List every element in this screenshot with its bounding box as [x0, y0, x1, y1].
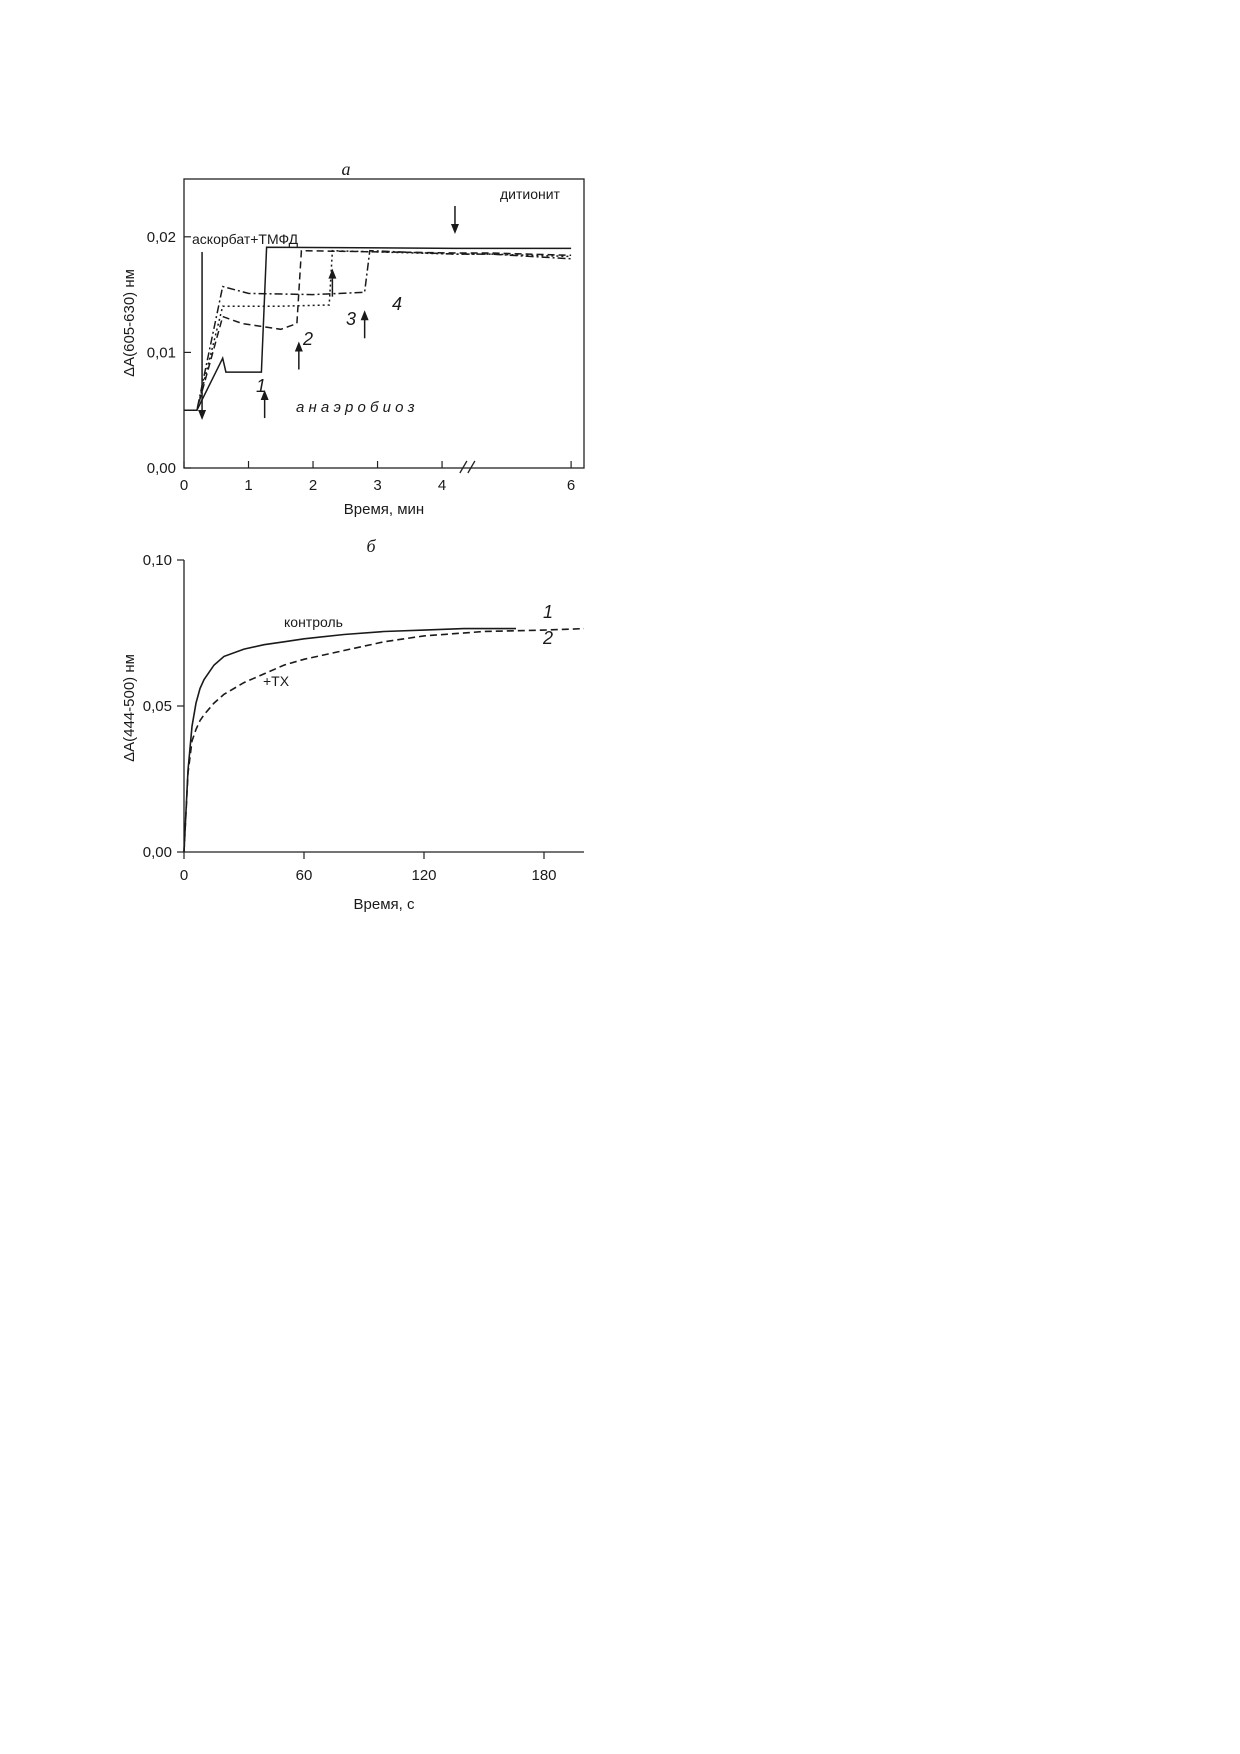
panel-a-xtick-label: 2	[308, 477, 318, 494]
anaerobiosis-label: а н а э р о б и о з	[296, 399, 415, 416]
panel-a-axis-break	[468, 461, 475, 473]
panel-a-series-4	[184, 251, 571, 411]
panel-a-ylabel: ΔA(605-630) нм	[121, 269, 138, 377]
panel-a-series-1	[184, 247, 571, 410]
b-series-label-1: 1	[543, 602, 554, 622]
panel-a-series-2	[184, 251, 571, 411]
panel-b-xtick-label: 60	[295, 867, 313, 884]
panel-a-xtick-label: 1	[244, 477, 253, 494]
panel-a-ytick-label: 0,00	[146, 460, 176, 477]
panel-a-ticks	[147, 229, 575, 494]
series-label-1: 1	[256, 376, 267, 396]
panel-b-ylabel: ΔA(444-500) нм	[121, 654, 138, 762]
panel-a-annotations	[192, 186, 561, 420]
panel-b-ytick-label: 0,10	[142, 552, 172, 569]
panel-b-annotations	[263, 602, 553, 689]
panel-a-anaerobiosis-arrow-head	[295, 342, 303, 352]
ascorbate-label: аскорбат+ТМФД	[192, 231, 299, 247]
series-label-2: 2	[303, 329, 314, 349]
panel-a	[121, 159, 584, 518]
panel-a-series-3	[184, 251, 571, 411]
ascorbate-arrow-head	[198, 410, 206, 420]
panel-a-xtick-label: 4	[437, 477, 447, 494]
dithionite-label: дитионит	[500, 186, 560, 202]
panel-a-ytick-label: 0,01	[146, 344, 176, 362]
panel-a-anaerobiosis-arrow-head	[328, 269, 336, 279]
panel-b-series	[184, 629, 584, 852]
panel-b-ytick-label: 0,00	[142, 844, 172, 861]
series-label-4: 4	[392, 294, 403, 314]
series-label-3: 3	[346, 309, 357, 329]
panel-b-frame	[184, 560, 584, 852]
panel-a-ytick-label: 0,02	[146, 228, 176, 246]
panel-a-xtick-label: 6	[566, 477, 576, 494]
panel-a-xtick-label: 3	[373, 477, 382, 494]
panel-a-xlabel: Время, мин	[343, 501, 425, 518]
panel-b-series-2	[184, 629, 584, 852]
panel-b-xtick-label: 0	[179, 867, 189, 884]
b-series-label-2: 2	[543, 628, 554, 648]
panel-a-axis-break	[460, 461, 467, 473]
panel-a-anaerobiosis-arrow-head	[361, 310, 369, 320]
panel-a-letter: а	[341, 159, 351, 179]
panel-b-xlabel: Время, с	[353, 896, 415, 913]
panel-b-xtick-label: 120	[411, 867, 437, 884]
panel-b-xtick-label: 180	[531, 867, 557, 884]
panel-b-ytick-label: 0,05	[142, 698, 172, 715]
dithionite-arrow-head	[451, 224, 459, 234]
panel-b-ticks	[143, 552, 557, 884]
tx-label: +TX	[263, 673, 290, 689]
panel-b-letter: б	[366, 536, 376, 556]
panel-b-series-1	[184, 629, 516, 852]
control-label: контроль	[284, 614, 343, 630]
panel-a-series	[184, 247, 571, 418]
panel-a-xtick-label: 0	[179, 477, 189, 494]
panel-b	[121, 536, 584, 913]
